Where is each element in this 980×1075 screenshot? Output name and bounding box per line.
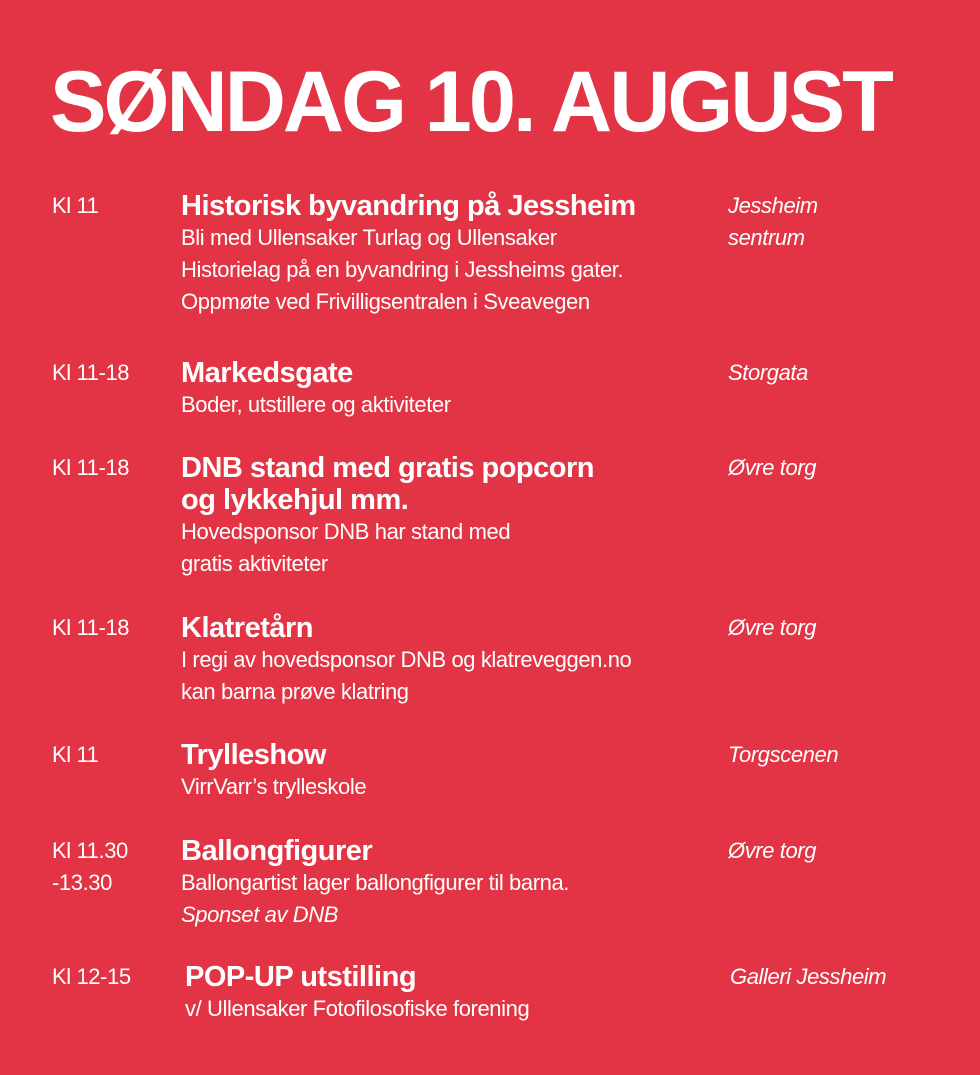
event-location-line: Jessheim — [728, 193, 818, 218]
event-time: Kl 11 — [52, 193, 99, 218]
event-description-line: I regi av hovedsponsor DNB og klatreveggen.no — [181, 647, 632, 672]
event-description-line: Hovedsponsor DNB har stand med — [181, 519, 511, 544]
event-title: Trylleshow — [181, 739, 326, 771]
event-location-line: sentrum — [728, 225, 805, 250]
event-time: Kl 11 — [52, 742, 99, 767]
event-description-line: VirrVarr’s trylleskole — [181, 774, 367, 799]
event-location-line: Storgata — [728, 360, 808, 385]
event-description-line: Boder, utstillere og aktiviteter — [181, 392, 451, 417]
event-time — [52, 835, 128, 899]
event-description-line: Bli med Ullensaker Turlag og Ullensaker — [181, 225, 557, 250]
event-title-line: og lykkehjul mm. — [181, 484, 409, 516]
event-title: POP-UP utstilling — [185, 961, 417, 993]
event-location-line: Galleri Jessheim — [730, 964, 887, 989]
event-location — [728, 739, 968, 771]
event-title-line: DNB stand med gratis popcorn — [181, 452, 594, 484]
event-location-line: Øvre torg — [728, 455, 817, 480]
event-title: Historisk byvandring på Jessheim — [181, 190, 636, 222]
event-description-line: gratis aktiviteter — [181, 551, 328, 576]
event-time-line: Kl 11.30 — [52, 838, 128, 863]
event-sponsor: Sponset av DNB — [181, 902, 339, 927]
event-title: Klatretårn — [181, 612, 313, 644]
event-description-line: kan barna prøve klatring — [181, 679, 409, 704]
event-location — [728, 190, 968, 254]
event-time: Kl 11-18 — [52, 615, 130, 640]
event-title: Markedsgate — [181, 357, 353, 389]
event-time-line: -13.30 — [52, 870, 112, 895]
event-description-line: Historielag på en byvandring i Jessheims gater. — [181, 257, 624, 282]
event-location-line: Øvre torg — [728, 838, 817, 863]
event-description-line: Oppmøte ved Frivilligsentralen i Sveavegen — [181, 289, 590, 314]
event-title: Ballongfigurer — [181, 835, 373, 867]
event-time: Kl 12-15 — [52, 964, 131, 989]
event-location — [728, 357, 968, 389]
event-location — [728, 612, 968, 644]
event-time: Kl 11-18 — [52, 455, 130, 480]
event-description-line: Ballongartist lager ballongfigurer til barna. — [181, 870, 570, 895]
event-location — [730, 961, 970, 993]
event-location — [728, 835, 968, 867]
event-location-line: Torgscenen — [728, 742, 839, 767]
event-time: Kl 11-18 — [52, 360, 130, 385]
event-location — [728, 452, 968, 484]
page-title: SØNDAG 10. AUGUST — [50, 54, 891, 150]
event-location-line: Øvre torg — [728, 615, 817, 640]
event-description-line: v/ Ullensaker Fotofilosofiske forening — [185, 996, 530, 1021]
